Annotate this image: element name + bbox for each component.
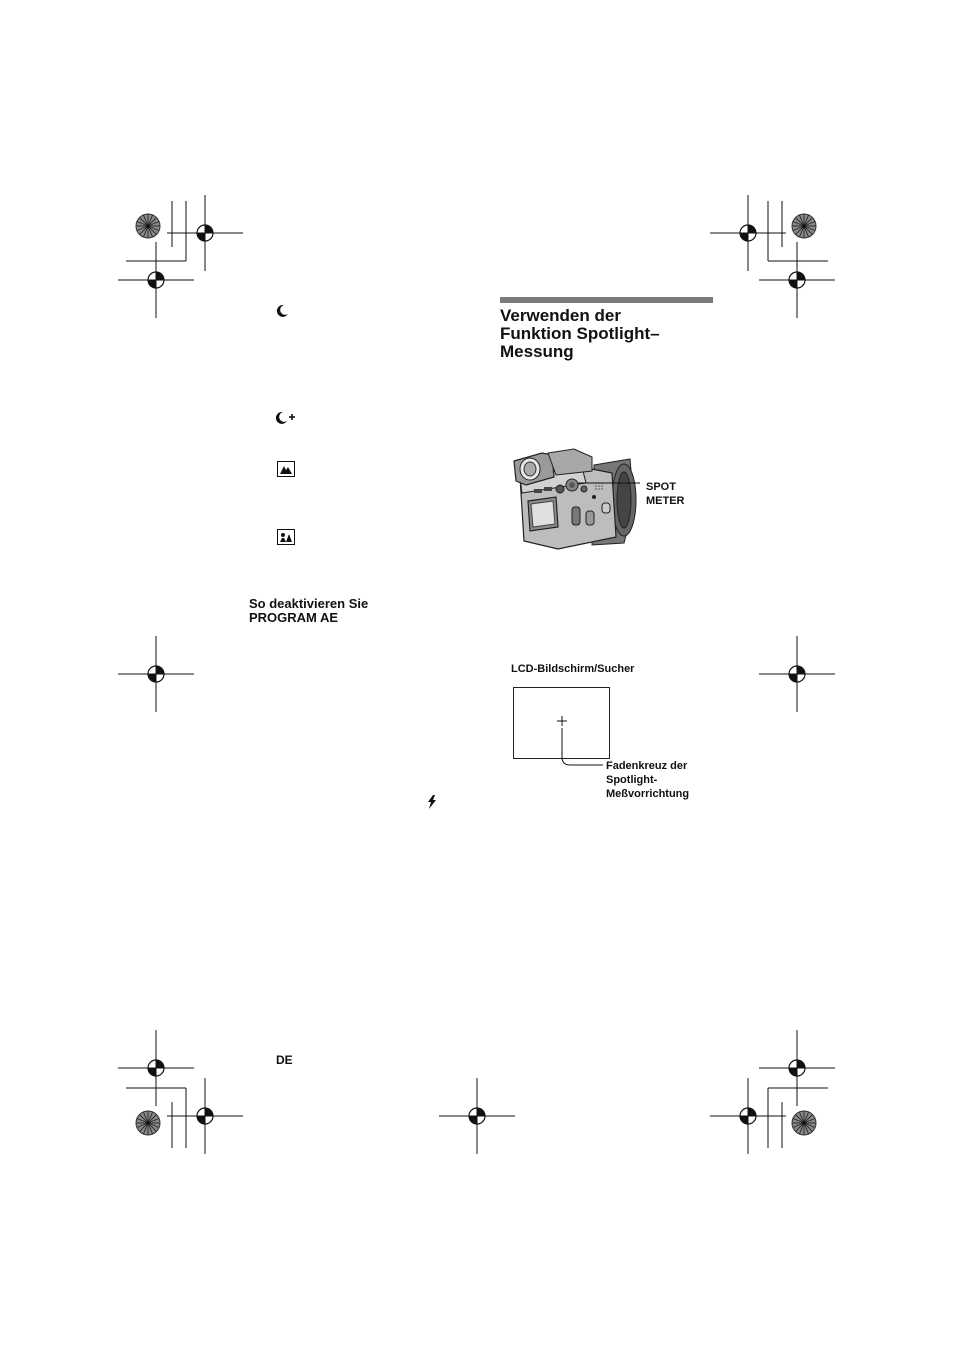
crosshair-mid-right: [759, 636, 835, 712]
color-target-top-left: [136, 214, 160, 238]
portrait-icon: [277, 529, 295, 545]
crosshair-bottom-left-a: [167, 1078, 243, 1154]
flash-icon: [427, 795, 437, 809]
crosshair-bottom-right-a: [710, 1078, 786, 1154]
twilight-plus-icon: [276, 411, 296, 425]
spot-meter-callout: [646, 480, 685, 508]
crosshair-bottom-right-b: [759, 1030, 835, 1106]
section-heading-line-1: Verwenden der: [500, 306, 621, 325]
crosshair-top-left-b: [118, 242, 194, 318]
crosshair-top-left-a: [167, 195, 243, 271]
color-target-bottom-left: [136, 1111, 160, 1135]
subheading-line-1: So deaktivieren Sie: [249, 596, 369, 611]
crosshair-callout: [606, 759, 689, 801]
color-target-top-right: [792, 214, 816, 238]
heading-rule: [500, 297, 713, 303]
landscape-icon: [277, 461, 295, 477]
spot-meter-line-1: SPOT: [646, 481, 676, 493]
crosshair-bottom-center: [439, 1078, 515, 1154]
crosshair-top-right-b: [759, 242, 835, 318]
crosshair-callout-line-2: Spotlight-: [606, 774, 658, 786]
twilight-icon: [276, 304, 290, 318]
crosshair-callout-line-3: Meßvorrichtung: [606, 788, 690, 800]
subheading-line-2: PROGRAM AE: [249, 610, 339, 625]
language-code: DE: [276, 1053, 293, 1067]
crosshair-callout-line-1: Fadenkreuz der: [606, 760, 688, 772]
crosshair-bottom-left-b: [118, 1030, 194, 1106]
color-target-bottom-right: [792, 1111, 816, 1135]
section-heading: [500, 307, 730, 361]
section-heading-line-2: Funktion Spotlight–: [500, 324, 660, 343]
program-ae-disable-subheading: [249, 597, 368, 625]
section-heading-line-3: Messung: [500, 342, 574, 361]
lcd-figure-title: LCD-Bildschirm/Sucher: [511, 663, 635, 675]
crosshair-mid-left: [118, 636, 194, 712]
crosshair-top-right-a: [710, 195, 786, 271]
spot-meter-line-2: METER: [646, 495, 685, 507]
